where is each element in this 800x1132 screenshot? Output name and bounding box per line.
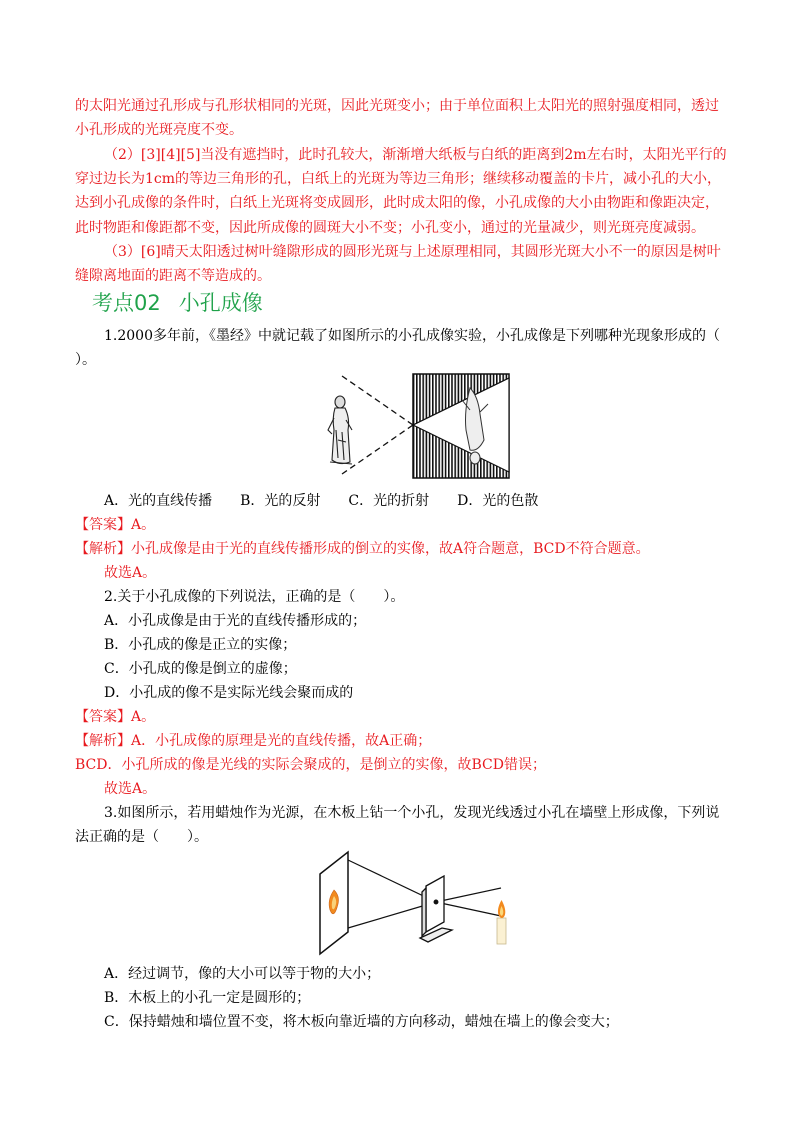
question-2-option-a: A．小孔成像是由于光的直线传播形成的； (104, 613, 367, 629)
question-2-stem: 2.关于小孔成像的下列说法，正确的是（ ）。 (104, 589, 405, 605)
section-number: 考点02 (92, 291, 161, 315)
explanation-line: 此时物距和像距都不变，因此所成像的圆斑大小不变；小孔变小，通过的光量减少，则光斑亮度减弱。 (75, 220, 705, 236)
explanation-line: （2）[3][4][5]当没有遮挡时，此时孔较大，渐渐增大纸板与白纸的距离到2m左右时，太阳光平行的 (104, 147, 727, 163)
candle-figure (316, 848, 526, 958)
pinhole-box (413, 374, 509, 478)
question-1-answer: 【答案】A。 (75, 517, 156, 533)
question-1-stem: ）。 (75, 352, 96, 368)
question-3-option-c: C．保持蜡烛和墙位置不变，将木板向靠近墙的方向移动，蜡烛在墙上的像会变大； (104, 1014, 619, 1030)
question-2-conclusion: 故选A。 (104, 781, 157, 797)
question-3-stem: 3.如图所示，若用蜡烛作为光源，在木板上钻一个小孔，发现光线透过小孔在墙壁上形成像，下列说 (104, 805, 720, 821)
question-3-stem: 法正确的是（ ）。 (75, 829, 208, 845)
question-2-analysis: 【解析】A．小孔成像的原理是光的直线传播，故A正确； (75, 733, 432, 749)
pinhole-figure (320, 370, 520, 485)
pinhole (434, 900, 438, 904)
explanation-line: 达到小孔成像的条件时，白纸上光斑将变成圆形，此时成太阳的像，小孔成像的大小由物距和像距决定， (75, 195, 719, 211)
question-3-option-a: A．经过调节，像的大小可以等于物的大小； (104, 966, 381, 982)
explanation-line: （3）[6]晴天太阳透过树叶缝隙形成的圆形光斑与上述原理相同，其圆形光斑大小不一的原因是树叶 (104, 244, 721, 260)
explanation-line: 穿过边长为1cm的等边三角形的孔，白纸上的光斑为等边三角形；继续移动覆盖的卡片，减小孔的大小， (75, 171, 722, 187)
light-rays (342, 376, 413, 474)
question-2-option-d: D．小孔成的像不是实际光线会聚而成的 (104, 685, 354, 701)
section-heading (92, 288, 263, 318)
explanation-line: 缝隙离地面的距离不等造成的。 (75, 268, 271, 284)
question-1-conclusion: 故选A。 (104, 565, 157, 581)
explanation-line: 小孔形成的光斑亮度不变。 (75, 122, 243, 138)
explanation-line: 的太阳光通过孔形成与孔形状相同的光斑，因此光斑变小；由于单位面积上太阳光的照射强度相同，透过 (75, 98, 719, 114)
question-2-answer: 【答案】A。 (75, 709, 156, 725)
question-2-option-b: B．小孔成的像是正立的实像； (104, 637, 297, 653)
candle (497, 900, 506, 944)
person-figure (328, 396, 352, 464)
wall-screen (320, 852, 348, 954)
question-1-analysis: 【解析】小孔成像是由于光的直线传播形成的倒立的实像，故A符合题意，BCD不符合题意。 (75, 541, 650, 557)
question-2-analysis: BCD．小孔所成的像是光线的实际会聚成的，是倒立的实像，故BCD错误； (75, 757, 546, 773)
wooden-board (420, 876, 452, 942)
section-title: 小孔成像 (178, 291, 263, 315)
question-2-option-c: C．小孔成的像是倒立的虚像； (104, 661, 297, 677)
question-1-options: A．光的直线传播 B．光的反射 C．光的折射 D．光的色散 (104, 493, 539, 509)
question-1-stem: 1.2000多年前，《墨经》中就记载了如图所示的小孔成像实验，小孔成像是下列哪种光现象形成的（ (104, 328, 720, 344)
question-3-option-b: B．木板上的小孔一定是圆形的； (104, 990, 311, 1006)
